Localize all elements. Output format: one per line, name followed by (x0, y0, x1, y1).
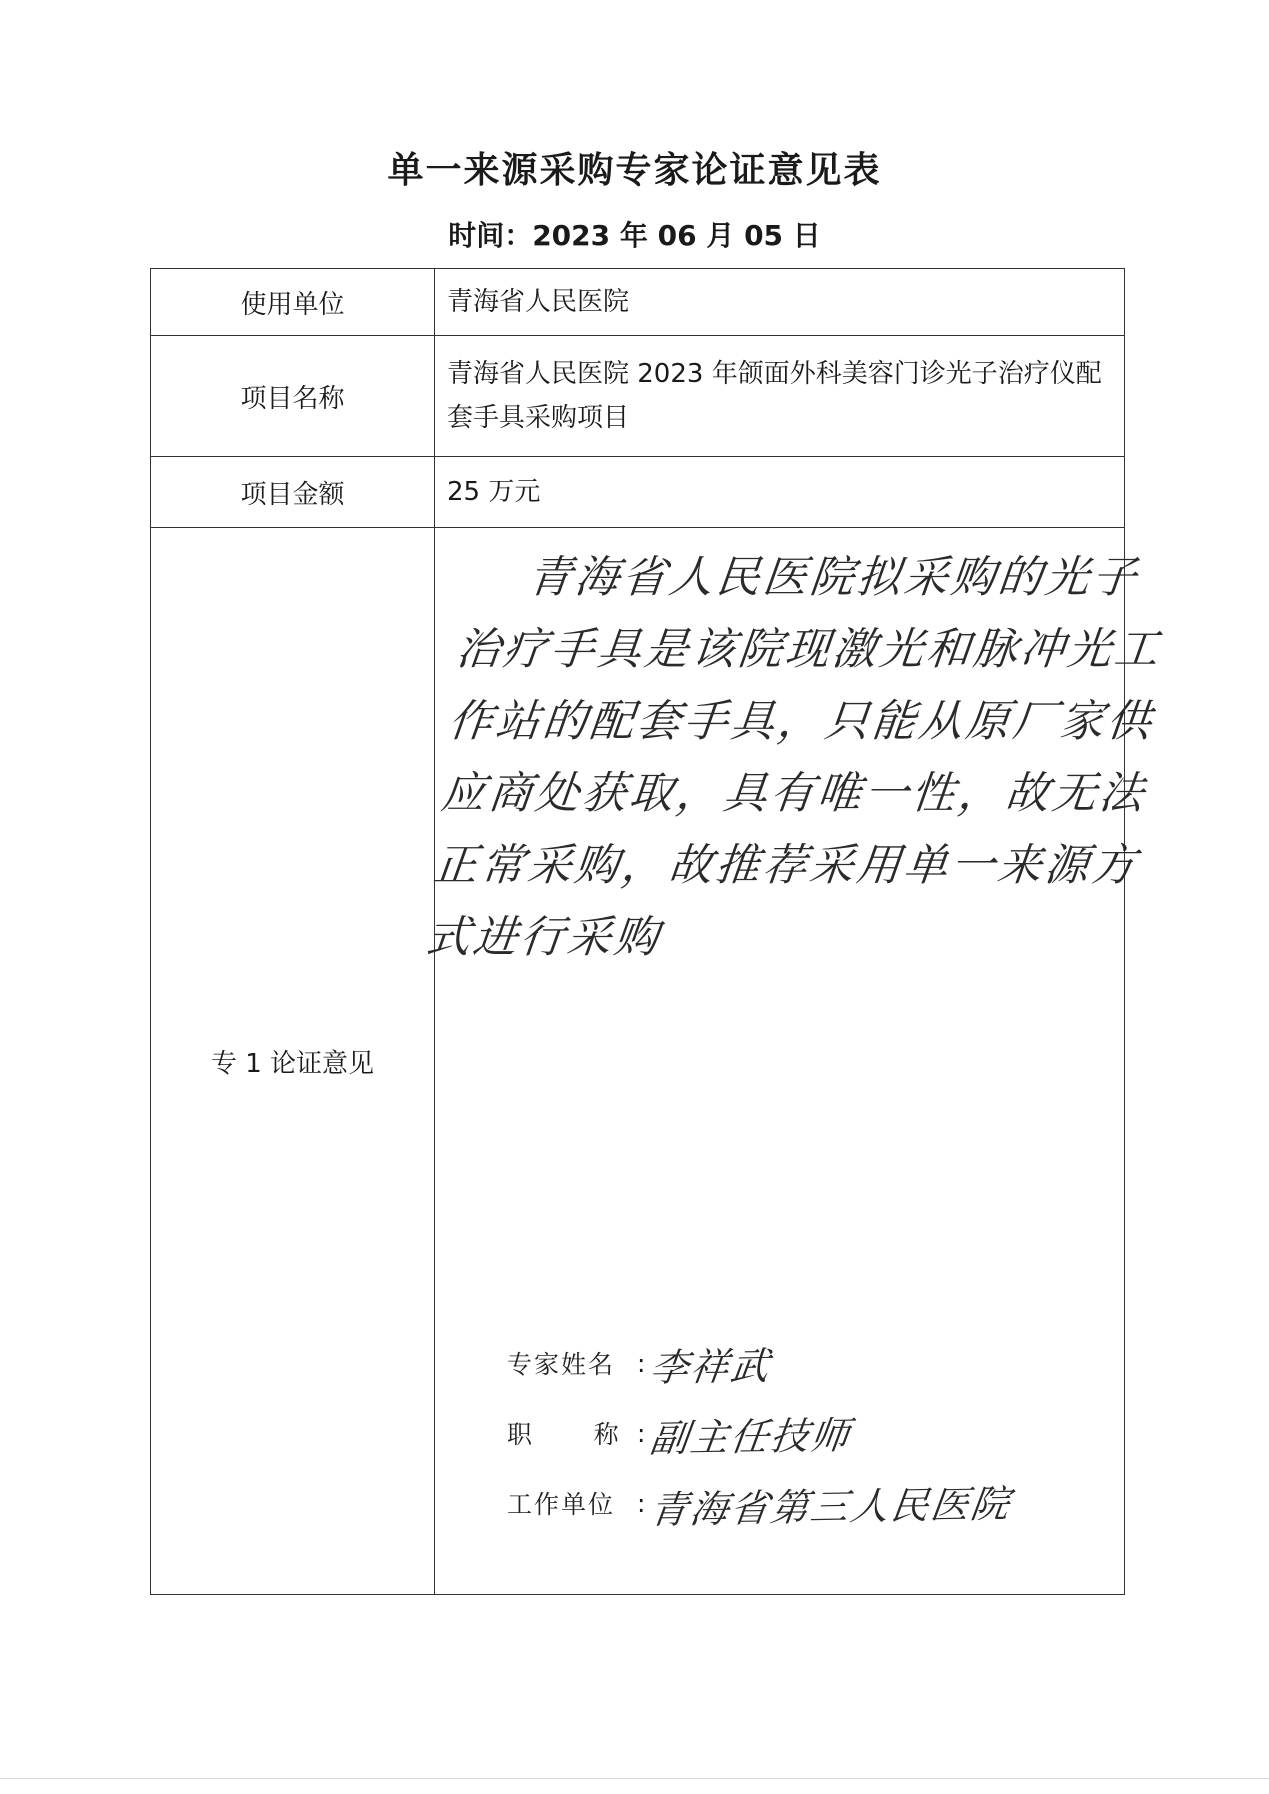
expert-name-label: 专家姓名 (507, 1350, 616, 1379)
opinion-form-table (150, 268, 1165, 1595)
table-row (151, 269, 1125, 336)
value-user-unit: 青海省人民医院 (435, 269, 1125, 336)
table-row (151, 528, 1125, 1595)
table-row (151, 336, 1125, 457)
date-line: 时间：2023 年 06 月 05 日 (448, 219, 821, 252)
expert-unit-handwritten: 青海省第三人民医院 (647, 1481, 1014, 1532)
signature-row-title (507, 1398, 1067, 1468)
colon: : (637, 1488, 646, 1518)
signature-row-name (507, 1328, 1067, 1398)
expert-unit-label: 工作单位 (507, 1490, 616, 1519)
value-project-amount: 25 万元 (435, 457, 1125, 528)
expert-title-label: 职 称 (507, 1420, 621, 1449)
label-project-name: 项目名称 (151, 336, 435, 457)
expert-opinion-cell (423, 528, 1165, 1595)
expert-title-handwritten: 副主任技师 (647, 1412, 854, 1461)
table-row (151, 457, 1125, 528)
signature-row-unit (507, 1468, 1067, 1538)
expert-name-signature: 李祥武 (647, 1343, 774, 1390)
page-title: 单一来源采购专家论证意见表 (387, 150, 882, 191)
colon: : (637, 1418, 646, 1448)
signature-block (507, 1328, 1067, 1538)
scan-edge-divider (0, 1778, 1269, 1779)
label-user-unit: 使用单位 (151, 269, 435, 336)
colon: : (637, 1348, 646, 1378)
label-expert-opinion: 专 1 论证意见 (151, 528, 435, 1595)
label-project-amount: 项目金额 (151, 457, 435, 528)
handwritten-opinion: 青海省人民医院拟采购的光子治疗手具是该院现激光和脉冲光工作站的配套手具，只能从原厂家供应商处获取，具有唯一性，故无法正常采购，故推荐采用单一来源方式进行采购 (423, 552, 1165, 963)
value-project-name: 青海省人民医院 2023 年颌面外科美容门诊光子治疗仪配套手具采购项目 (435, 336, 1125, 457)
